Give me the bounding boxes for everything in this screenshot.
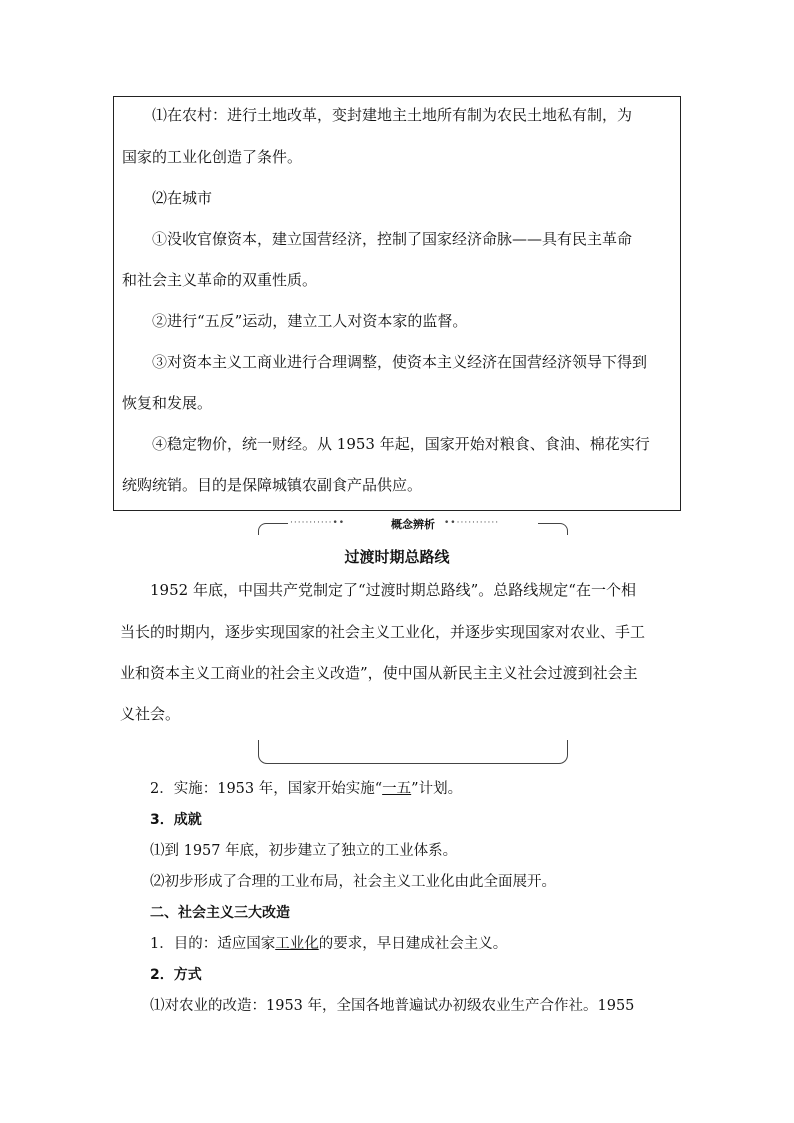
city-item-4-cont: 统购统销。目的是保障城镇农副食产品供应。 <box>122 476 423 494</box>
concept-line-2: 当长的时期内，逐步实现国家的社会主义工业化，并逐步实现国家对农业、手工 <box>120 623 646 641</box>
purpose-line: 1．目的：适应国家工业化的要求，早日建成社会主义。 <box>150 936 508 952</box>
frame-corner-right <box>558 523 568 535</box>
city-item-3: ③对资本主义工商业进行合理调整，使资本主义经济在国营经济领导下得到 <box>152 353 648 371</box>
frame-line <box>268 523 288 524</box>
concept-title: 过渡时期总路线 <box>344 548 450 566</box>
implementation-line: 2．实施：1953 年，国家开始实施“一五”计划。 <box>150 781 463 797</box>
city-item-3-cont: 恢复和发展。 <box>122 394 213 412</box>
method-heading: 2．方式 <box>150 967 202 983</box>
city-item-4: ④稳定物价，统一财经。从 1953 年起，国家开始对粮食、食油、棉花实行 <box>152 435 650 453</box>
frame-line <box>538 523 558 524</box>
achievement-heading: 3．成就 <box>150 812 202 828</box>
concept-line-4: 义社会。 <box>120 705 181 723</box>
method-item-1: ⑴对农业的改造：1953 年，全国各地普遍试办初级农业生产合作社。1955 <box>150 998 635 1014</box>
city-heading: ⑵在城市 <box>152 189 213 207</box>
concept-line-1: 1952 年底，中国共产党制定了“过渡时期总路线”。总路线规定“在一个相 <box>150 581 636 599</box>
concept-frame-top <box>258 518 568 536</box>
city-item-2: ②进行“五反”运动，建立工人对资本家的监督。 <box>152 312 468 330</box>
city-item-1-cont: 和社会主义革命的双重性质。 <box>122 271 318 289</box>
city-item-1: ①没收官僚资本，建立国营经济，控制了国家经济命脉——具有民主革命 <box>152 230 633 248</box>
rural-policy: ⑴在农村：进行土地改革，变封建地主土地所有制为农民土地私有制，为 <box>152 106 633 124</box>
content-box <box>113 96 681 511</box>
frame-dots-left: ···········•• <box>290 518 346 528</box>
concept-frame-bottom <box>258 740 568 764</box>
frame-dots-right: ••··········· <box>444 518 500 528</box>
achievement-item-2: ⑵初步形成了合理的工业布局，社会主义工业化由此全面展开。 <box>150 874 556 890</box>
frame-bottom-shape <box>258 740 568 764</box>
section-heading: 二、社会主义三大改造 <box>150 905 290 921</box>
achievement-item-1: ⑴到 1957 年底，初步建立了独立的工业体系。 <box>150 843 458 859</box>
rural-policy-cont: 国家的工业化创造了条件。 <box>122 148 303 166</box>
concept-line-3: 业和资本主义工商业的社会主义改造”，使中国从新民主主义社会过渡到社会主 <box>120 664 638 682</box>
concept-label: 概念辨析 <box>386 516 440 532</box>
frame-corner-left <box>258 523 268 535</box>
